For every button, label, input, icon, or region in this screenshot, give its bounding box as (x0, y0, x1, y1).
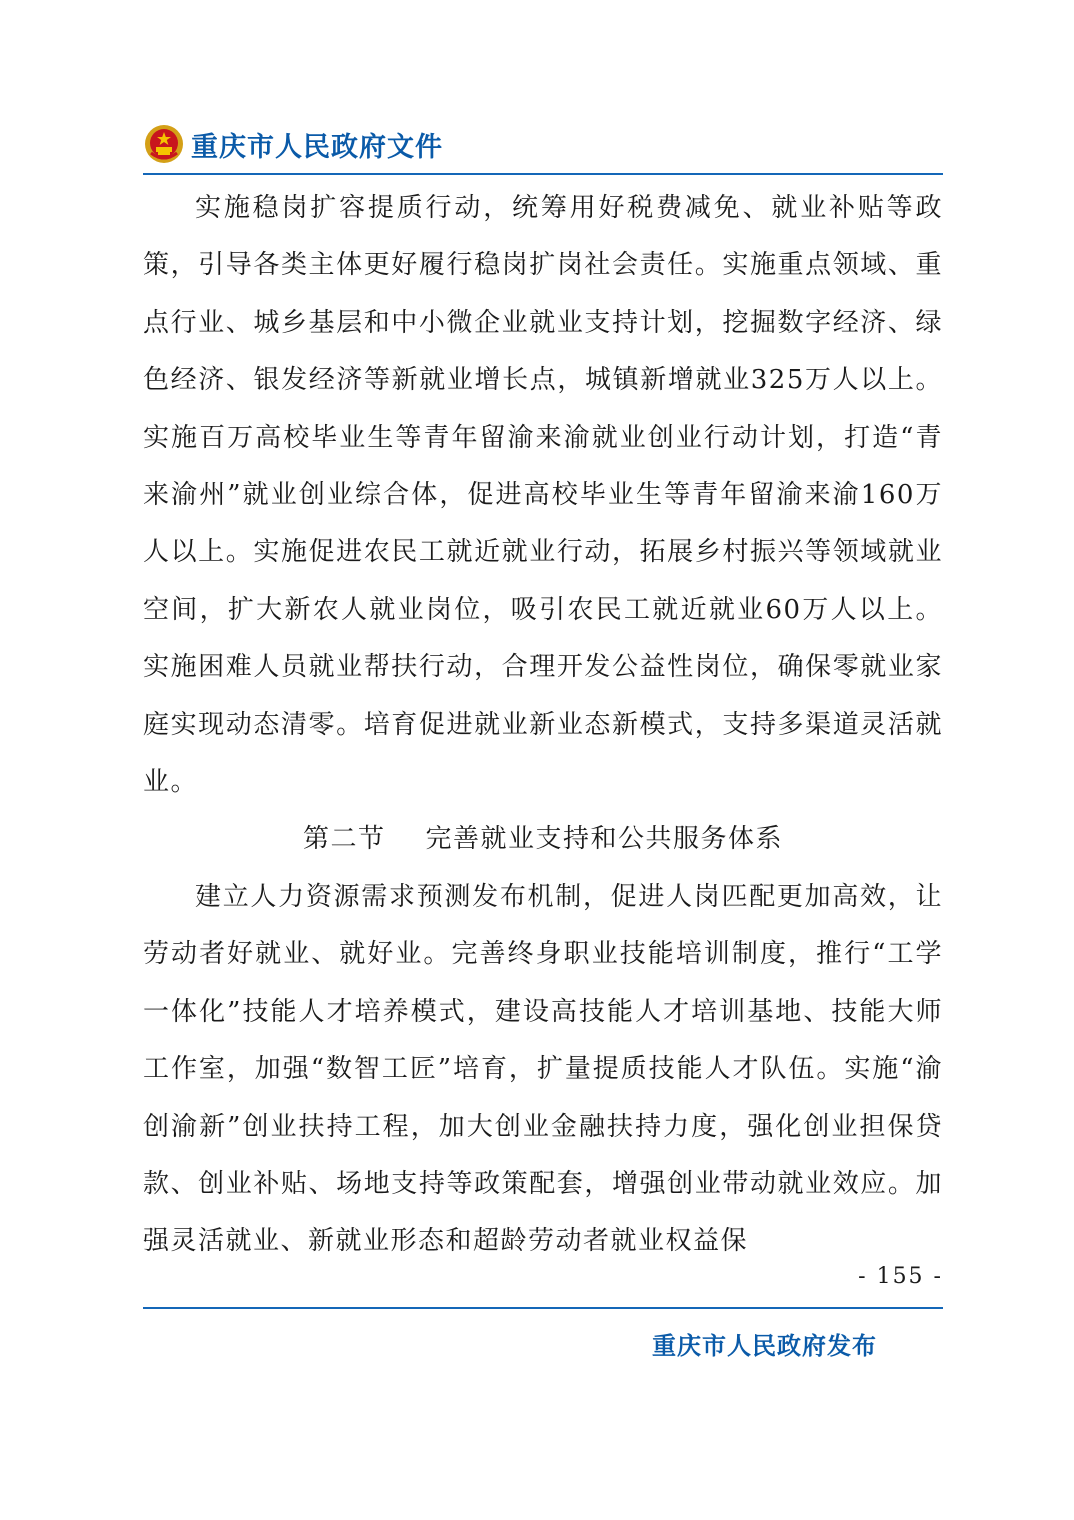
body-paragraph: 实施稳岗扩容提质行动，统筹用好税费减免、就业补贴等政策，引导各类主体更好履行稳岗扩岗社会责任。实施重点领域、重点行业、城乡基层和中小微企业就业支持计划，挖掘数字经济、绿色经济、银发经济等新就业增长点，城镇新增就业325万人以上。实施百万高校毕业生等青年留渝来渝就业创业行动计划，打造“青来渝州”就业创业综合体，促进高校毕业生等青年留渝来渝160万人以上。实施促进农民工就近就业行动，拓展乡村振兴等领域就业空间，扩大新农人就业岗位，吸引农民工就近就业60万人以上。实施困难人员就业帮扶行动，合理开发公益性岗位，确保零就业家庭实现动态清零。培育促进就业新业态新模式，支持多渠道灵活就业。 (143, 193, 943, 798)
document-body (143, 180, 943, 1271)
header-divider (143, 173, 943, 175)
section-heading (143, 811, 943, 868)
national-emblem-icon (143, 123, 185, 165)
section-title: 完善就业支持和公共服务体系 (425, 824, 784, 855)
footer-divider (143, 1307, 943, 1309)
footer-publisher: 重庆市人民政府发布 (652, 1332, 877, 1360)
document-header (143, 120, 443, 168)
section-number: 第二节 (302, 824, 386, 855)
page-number: - 155 - (858, 1264, 943, 1289)
body-paragraph: 建立人力资源需求预测发布机制，促进人岗匹配更加高效，让劳动者好就业、就好业。完善终身职业技能培训制度，推行“工学一体化”技能人才培养模式，建设高技能人才培训基地、技能大师工作室，加强“数智工匠”培育，扩量提质技能人才队伍。实施“渝创渝新”创业扶持工程，加大创业金融扶持力度，强化创业担保贷款、创业补贴、场地支持等政策配套，增强创业带动就业效应。加强灵活就业、新就业形态和超龄劳动者就业权益保 (143, 881, 943, 1257)
header-title: 重庆市人民政府文件 (191, 131, 443, 163)
